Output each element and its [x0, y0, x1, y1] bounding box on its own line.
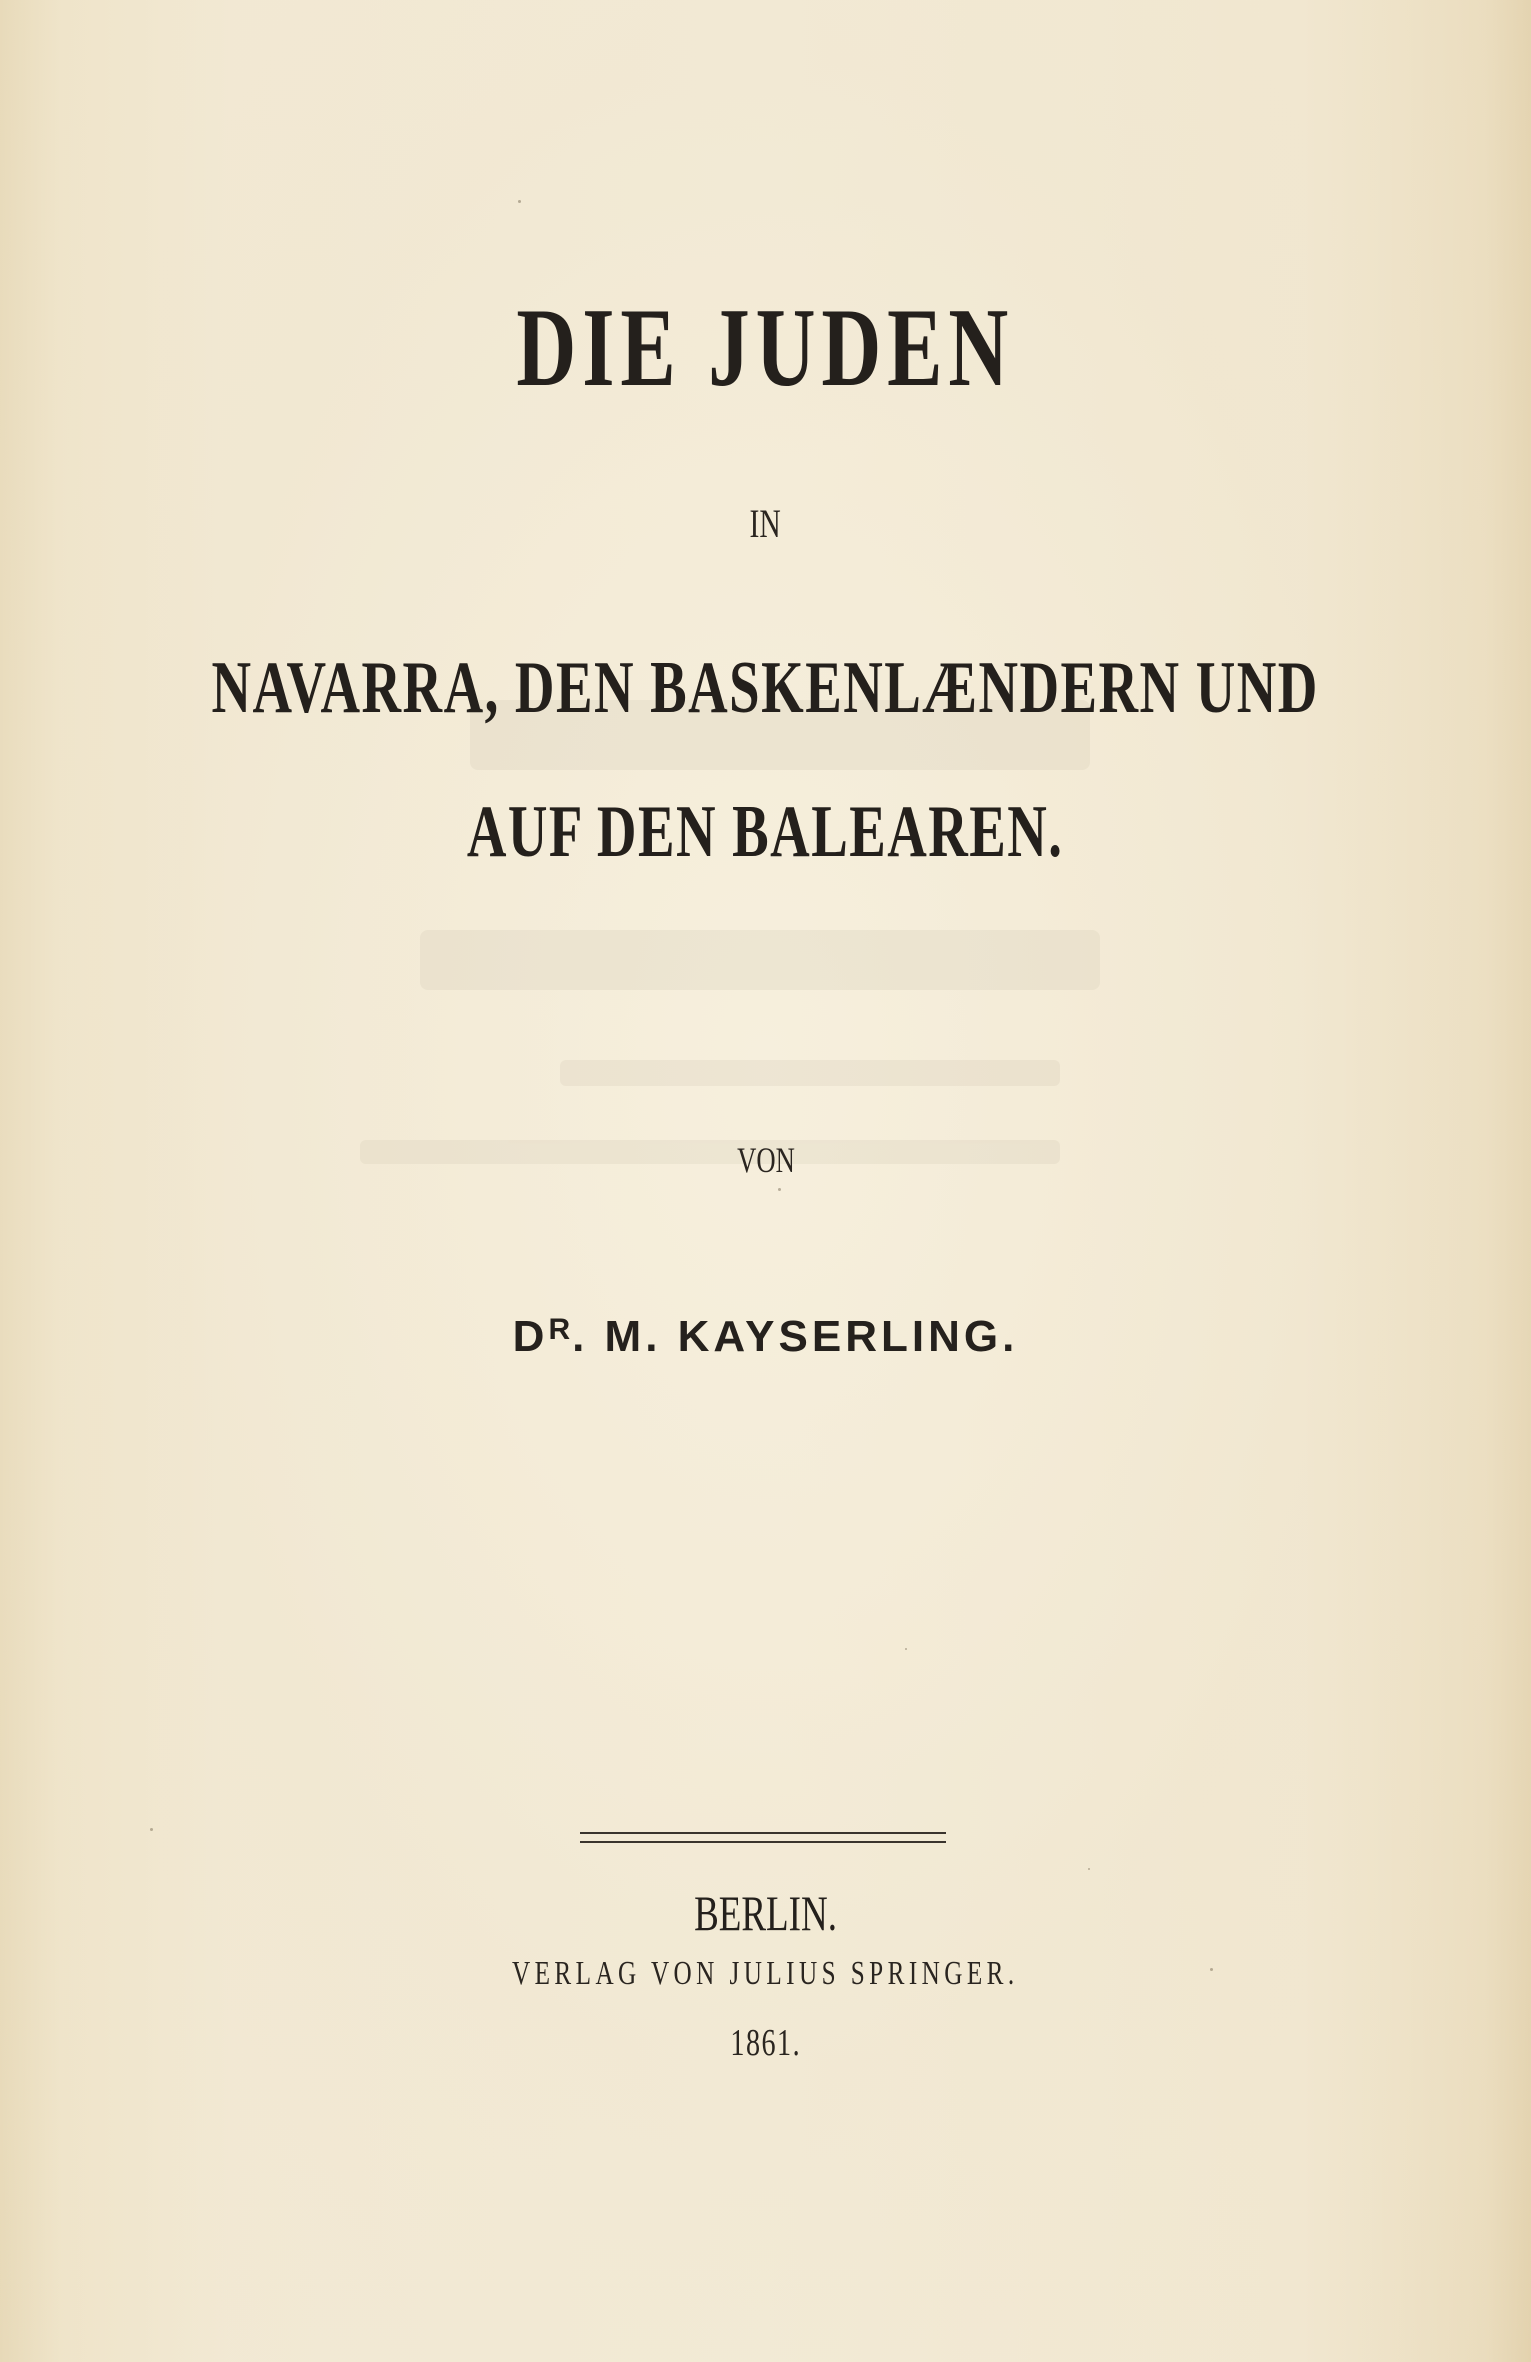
- paper-speck: [1088, 1868, 1090, 1870]
- double-rule-top: [580, 1832, 946, 1834]
- paper-speck: [778, 1188, 781, 1191]
- paper-speck: [518, 200, 521, 203]
- double-rule-bottom: [580, 1841, 946, 1843]
- imprint-publisher: VERLAG VON JULIUS SPRINGER.: [512, 1955, 1019, 1992]
- title-subject-line-1: NAVARRA, DEN BASKENLÆNDERN UND: [211, 647, 1320, 729]
- paper-speck: [1210, 1968, 1213, 1971]
- imprint-year: 1861.: [730, 2022, 801, 2064]
- author-name: [0, 1305, 1531, 1362]
- title-connector: IN: [749, 501, 782, 546]
- author-prefix: D: [512, 1312, 549, 1361]
- author-surname: . M. KAYSERLING.: [572, 1312, 1019, 1361]
- imprint-place: BERLIN.: [694, 1885, 837, 1941]
- title-main: DIE JUDEN: [516, 286, 1015, 410]
- paper-speck: [150, 1828, 153, 1831]
- title-subject-line-2: AUF DEN BALEAREN.: [467, 791, 1064, 873]
- author-prefix-superscript: R: [548, 1313, 573, 1346]
- byline-von: VON: [736, 1140, 795, 1180]
- paper-speck: [905, 1648, 907, 1650]
